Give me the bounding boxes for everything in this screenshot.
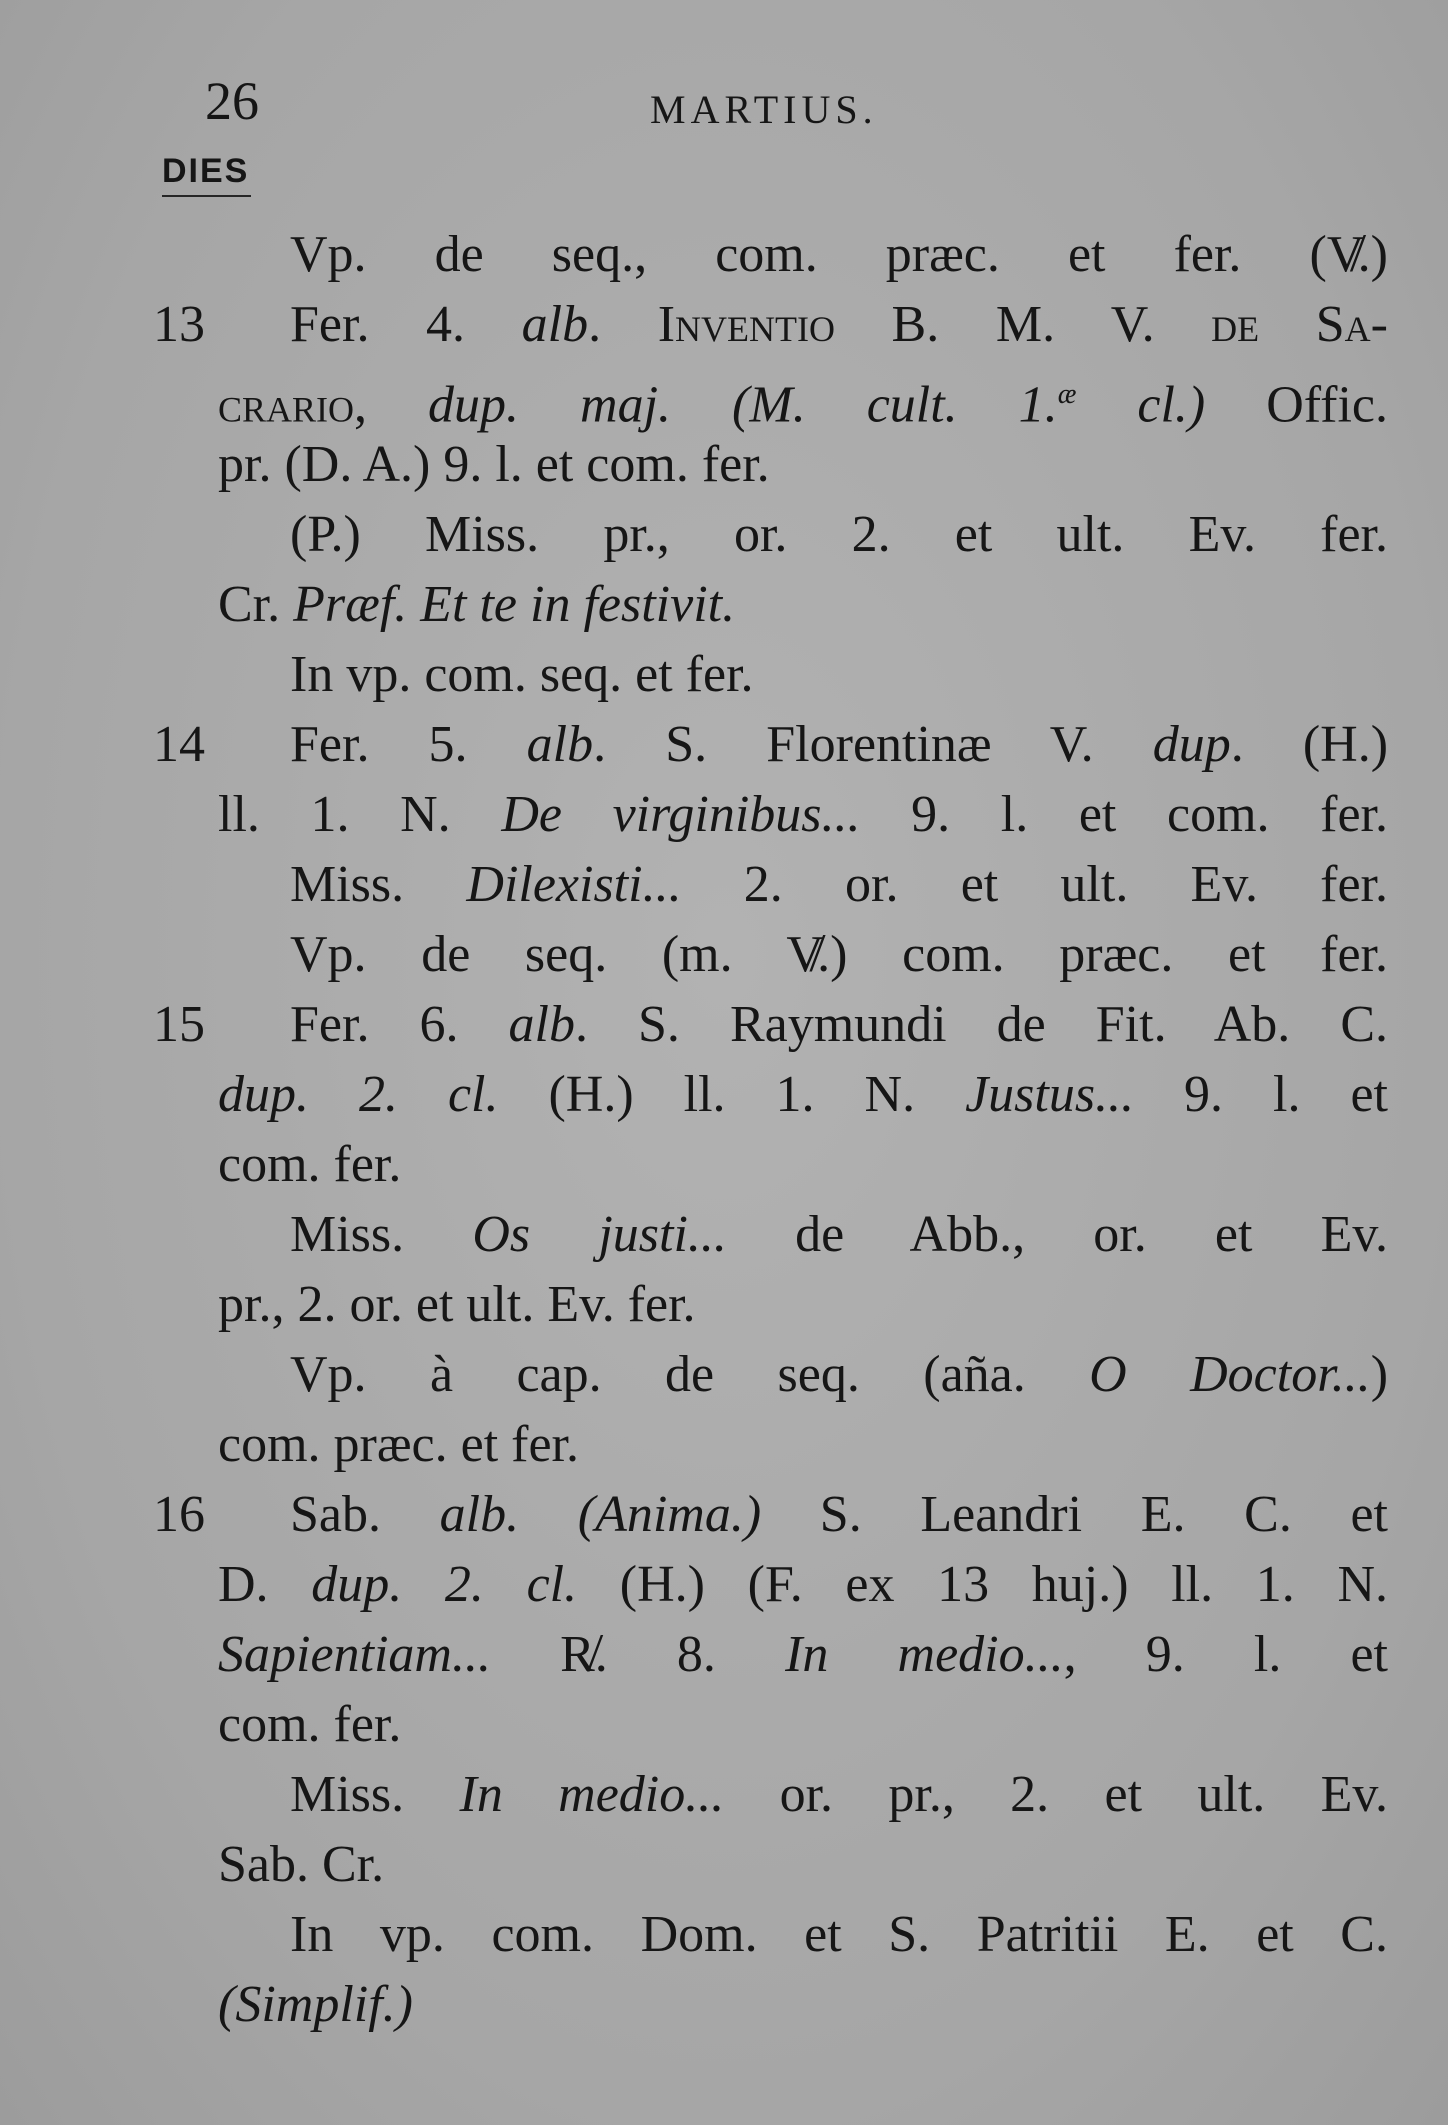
text-line: Fer. 4. alb. Inventio B. M. V. de Sa- bbox=[290, 296, 1388, 353]
day-number: 13 bbox=[153, 296, 205, 353]
text-line: pr., 2. or. et ult. Ev. fer. bbox=[218, 1276, 696, 1333]
page-number: 26 bbox=[205, 71, 259, 131]
text-line: In vp. com. seq. et fer. bbox=[290, 646, 754, 703]
text-line: com. fer. bbox=[218, 1696, 402, 1753]
text-line: ll. 1. N. De virginibus... 9. l. et com. fer. bbox=[218, 786, 1388, 843]
text-line: Sab. Cr. bbox=[218, 1836, 385, 1893]
day-number: 15 bbox=[153, 996, 205, 1053]
dies-column-label: DIES bbox=[162, 152, 251, 197]
day-number: 16 bbox=[153, 1486, 205, 1543]
text-line: Miss. Dilexisti... 2. or. et ult. Ev. fer. bbox=[290, 856, 1389, 913]
text-line: Vp. à cap. de seq. (aña. O Doctor...) bbox=[290, 1346, 1389, 1403]
text-line: Fer. 5. alb. S. Florentinæ V. dup. (H.) bbox=[290, 716, 1389, 773]
text-line: com. præc. et fer. bbox=[218, 1416, 579, 1473]
text-line: (Simplif.) bbox=[218, 1976, 413, 2033]
text-line: dup. 2. cl. (H.) ll. 1. N. Justus... 9. l. et bbox=[218, 1066, 1388, 1123]
text-line: Cr. Præf. Et te in festivit. bbox=[218, 576, 736, 633]
text-line: In vp. com. Dom. et S. Patritii E. et C. bbox=[290, 1906, 1388, 1963]
text-line: Sapientiam... R̸. 8. In medio..., 9. l. et bbox=[218, 1626, 1388, 1683]
text-line: D. dup. 2. cl. (H.) (F. ex 13 huj.) ll. 1. N. bbox=[218, 1556, 1388, 1613]
text-line: Vp. de seq., com. præc. et fer. (V̸.) bbox=[290, 226, 1388, 283]
text-line: (P.) Miss. pr., or. 2. et ult. Ev. fer. bbox=[290, 506, 1388, 563]
text-line: Miss. In medio... or. pr., 2. et ult. Ev. bbox=[290, 1766, 1389, 1823]
day-number: 14 bbox=[153, 716, 205, 773]
running-title: MARTIUS. bbox=[650, 87, 878, 132]
text-line: Fer. 6. alb. S. Raymundi de Fit. Ab. C. bbox=[290, 996, 1388, 1053]
text-line: com. fer. bbox=[218, 1136, 402, 1193]
text-line: crario, dup. maj. (M. cult. 1.$^æ$ cl.) Offic. bbox=[218, 376, 1389, 434]
text-line: Miss. Os justi... de Abb., or. et Ev. bbox=[290, 1206, 1389, 1263]
text-line: Sab. alb. (Anima.) S. Leandri E. C. et bbox=[290, 1486, 1388, 1543]
text-line: Vp. de seq. (m. V̸.) com. præc. et fer. bbox=[290, 926, 1388, 983]
text-line: pr. (D. A.) 9. l. et com. fer. bbox=[218, 436, 770, 493]
